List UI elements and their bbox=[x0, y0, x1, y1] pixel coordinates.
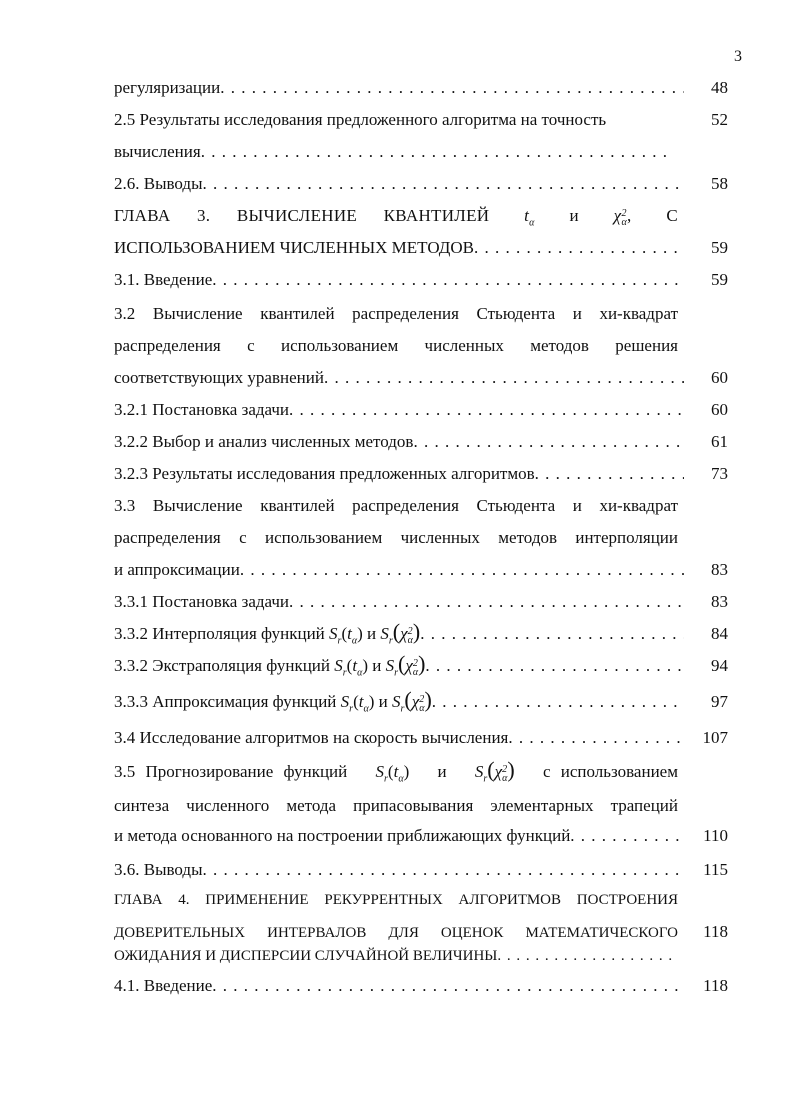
toc-entry-line: синтеза численного метода припасовывания элементарных трапеций bbox=[114, 796, 678, 815]
toc-entry-title: 2.5 Результаты исследования предложенного алгоритма на точность bbox=[114, 110, 607, 129]
toc-entry-page: 61 bbox=[711, 432, 728, 451]
formula-s-chi: $S_r(\chi$ 2 α ) bbox=[392, 690, 432, 715]
toc-entry bbox=[114, 728, 728, 748]
toc-entry-line: распределения с использованием численных методов решения bbox=[114, 336, 678, 355]
toc-entry bbox=[114, 400, 728, 420]
chapter-heading-text: С bbox=[666, 206, 678, 225]
toc-entry-page: 48 bbox=[711, 78, 728, 97]
leader-dots bbox=[324, 368, 684, 388]
toc-entry-title: и аппроксимации bbox=[114, 560, 240, 579]
toc-entry-title: 3.2.2 Выбор и анализ численных методов bbox=[114, 432, 414, 451]
toc-entry-line: 3.2 Вычисление квантилей распределения Стьюдента и хи-квадрат bbox=[114, 304, 678, 323]
formula-s-t: $S_r(t_\alpha)$ bbox=[334, 656, 368, 679]
toc-entry-line bbox=[114, 760, 678, 786]
leader-dots bbox=[212, 976, 684, 996]
toc-entry-line: 3.3 Вычисление квантилей распределения Стьюдента и хи-квадрат bbox=[114, 496, 678, 515]
toc-entry-title: 2.6. Выводы bbox=[114, 174, 203, 193]
toc-entry-page: 107 bbox=[702, 728, 728, 747]
formula-s-t: $S_r(t_\alpha)$ bbox=[329, 624, 363, 647]
toc-entry-page: 84 bbox=[711, 624, 728, 643]
leader-dots bbox=[203, 174, 684, 194]
toc-entry-page: 59 bbox=[711, 270, 728, 289]
chapter-heading bbox=[114, 946, 678, 966]
toc-entry-page: 60 bbox=[711, 400, 728, 419]
toc-entry-title: 3.2.1 Постановка задачи bbox=[114, 400, 290, 419]
toc-entry-page: 52 bbox=[711, 110, 728, 129]
toc-entry-page: 115 bbox=[703, 860, 728, 879]
conjunction: и bbox=[437, 762, 447, 781]
toc-entry bbox=[114, 592, 728, 612]
toc-entry-page: 73 bbox=[711, 464, 728, 483]
toc-entry-title: 3.6. Выводы bbox=[114, 860, 203, 879]
toc-entry bbox=[114, 110, 728, 130]
toc-entry-page: 59 bbox=[711, 238, 728, 257]
toc-entry bbox=[114, 860, 728, 880]
toc-entry-page: 83 bbox=[711, 560, 728, 579]
toc-entry-title: 4.1. Введение bbox=[114, 976, 213, 995]
formula-s-chi: $S_r(\chi$ 2 α ) bbox=[474, 760, 515, 785]
toc-entry-title: 3.3.3 Аппроксимация функций $S_r(t_\alpha)$ и $S_r(\chi$ 2 α ) bbox=[114, 690, 432, 715]
toc-entry-title: 3.3.1 Постановка задачи bbox=[114, 592, 290, 611]
toc-entry bbox=[114, 368, 728, 388]
toc-entry-page: 110 bbox=[703, 826, 728, 845]
page-number: 3 bbox=[734, 48, 742, 65]
leader-dots bbox=[535, 464, 684, 484]
toc-entry-line: распределения с использованием численных методов интерполяции bbox=[114, 528, 678, 547]
toc-entry-page: 118 bbox=[703, 922, 728, 941]
toc-entry-title: ИСПОЛЬЗОВАНИЕМ ЧИСЛЕННЫХ МЕТОДОВ bbox=[114, 238, 474, 257]
toc-entry bbox=[114, 78, 728, 98]
leader-dots bbox=[432, 692, 684, 712]
leader-dots bbox=[508, 728, 684, 748]
toc-entry-title: и метода основанного на построении приближающих функций bbox=[114, 826, 571, 845]
toc-entry-title: 3.1. Введение bbox=[114, 270, 213, 289]
chapter-heading-text: ГЛАВА 3. ВЫЧИСЛЕНИЕ КВАНТИЛЕЙ bbox=[114, 206, 490, 225]
chapter-heading: ГЛАВА 4. ПРИМЕНЕНИЕ РЕКУРРЕНТНЫХ АЛГОРИТМОВ ПОСТРОЕНИЯ bbox=[114, 892, 678, 908]
formula-t-alpha: $t_\alpha$ bbox=[524, 206, 535, 227]
toc-entry-title: 3.4 Исследование алгоритмов на скорость вычисления bbox=[114, 728, 509, 747]
toc-entry bbox=[114, 560, 728, 580]
chapter-heading bbox=[114, 206, 678, 227]
toc-entry bbox=[114, 622, 728, 648]
leader-dots bbox=[289, 592, 684, 612]
toc-entry-page: 83 bbox=[711, 592, 728, 611]
leader-dots bbox=[497, 946, 678, 966]
toc-entry-title: соответствующих уравнений bbox=[114, 368, 324, 387]
toc-entry-page: 60 bbox=[711, 368, 728, 387]
leader-dots bbox=[203, 860, 684, 880]
formula-s-chi: $S_r(\chi$ 2 α ) bbox=[380, 622, 421, 647]
toc-entry bbox=[114, 976, 728, 996]
formula-s-t: $S_r(t_\alpha)$ bbox=[340, 692, 375, 715]
toc-entry bbox=[114, 174, 728, 194]
leader-dots bbox=[420, 624, 684, 644]
toc-entry bbox=[114, 690, 728, 716]
toc-entry-title: 3.2.3 Результаты исследования предложенных алгоритмов bbox=[114, 464, 535, 483]
toc-entry-page: 94 bbox=[711, 656, 728, 675]
leader-dots bbox=[201, 142, 670, 162]
toc-entry-title: 3.5 Прогнозирование функций bbox=[114, 762, 348, 781]
leader-dots bbox=[570, 826, 684, 846]
toc-entry-title: вычисления bbox=[114, 142, 201, 161]
formula-s-t: $S_r(t_\alpha)$ bbox=[375, 762, 410, 785]
toc-entry bbox=[114, 826, 728, 846]
toc-entry-title: регуляризации bbox=[114, 78, 221, 97]
formula-s-chi: $S_r(\chi$ 2 α ) bbox=[385, 654, 426, 679]
chapter-heading bbox=[114, 922, 728, 943]
formula-chi-square: χ 2 α , bbox=[613, 206, 632, 227]
toc-entry-title: с использованием bbox=[542, 762, 678, 781]
toc-entry-title: ОЖИДАНИЯ И ДИСПЕРСИИ СЛУЧАЙНОЙ ВЕЛИЧИНЫ bbox=[114, 948, 498, 964]
toc-entry-title: 3.3.2 Экстраполяция функций $S_r(t_\alpha)$ и $S_r(\chi$ 2 α ) bbox=[114, 654, 426, 679]
toc-entry bbox=[114, 464, 728, 484]
leader-dots bbox=[212, 270, 684, 290]
leader-dots bbox=[289, 400, 684, 420]
leader-dots bbox=[240, 560, 684, 580]
toc-entry bbox=[114, 238, 728, 258]
conjunction: и bbox=[569, 206, 579, 225]
leader-dots bbox=[413, 432, 684, 452]
toc-entry-page: 58 bbox=[711, 174, 728, 193]
toc-entry bbox=[114, 270, 728, 290]
leader-dots bbox=[474, 238, 684, 258]
toc-entry-title: ДОВЕРИТЕЛЬНЫХ ИНТЕРВАЛОВ ДЛЯ ОЦЕНОК МАТЕМАТИЧЕСКОГО bbox=[114, 925, 678, 941]
toc-entry bbox=[114, 142, 670, 162]
toc-entry bbox=[114, 432, 728, 452]
toc-entry-title: 3.3.2 Интерполяция функций $S_r(t_\alpha)$ и $S_r(\chi$ 2 α ) bbox=[114, 622, 421, 647]
leader-dots bbox=[220, 78, 684, 98]
toc-entry-page: 118 bbox=[703, 976, 728, 995]
toc-entry-page: 97 bbox=[711, 692, 728, 711]
leader-dots bbox=[425, 656, 684, 676]
toc-entry bbox=[114, 654, 728, 680]
